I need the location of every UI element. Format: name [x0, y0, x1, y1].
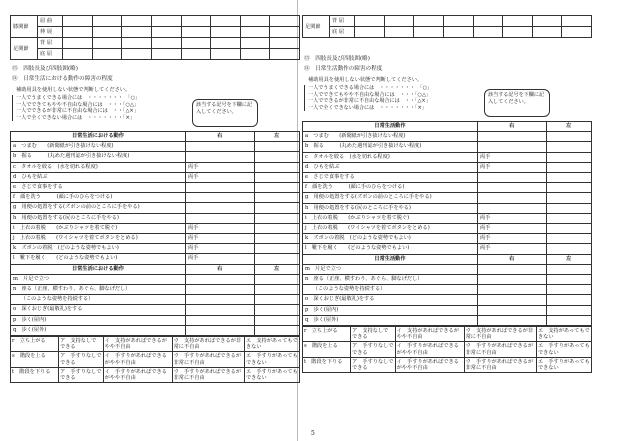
legend-item: 一人でできるが非常に不自由な場合には ・・「△×」 — [308, 98, 431, 105]
section-subtitle: ⑭ 日常生活動作の障害の程度 — [304, 66, 383, 72]
table-header: 日常生活における動作 — [11, 264, 186, 274]
right-page — [302, 0, 592, 441]
table-row: i 上衣の着脱 (かぶりシャツを着て脱ぐ) 両手 — [11, 223, 300, 233]
table-row: l 靴下を履く (どのような姿勢でもよい) 両手 — [11, 254, 300, 264]
table-row: c タオルを絞る (水を切れる程度) 両手 — [11, 162, 300, 172]
table-row: t 階段を下りる ア 手すりなしでできる イ 手すりがあればできるがやや不自由 ウ 手すりがあればできるが非常に不自由 エ 手すりがあってもできない — [304, 358, 590, 372]
table-row: n 座る（正座、横すわり、あぐら、脚なげだし） — [11, 285, 300, 295]
table-row: e さじで食事をする — [303, 173, 592, 183]
group-label: 膝関節 — [11, 16, 38, 38]
legend-item: 一人でできるが非常に不自由な場合には ・・「△×」 — [16, 108, 139, 115]
table-row: d ひもを結ぶ 両手 — [11, 172, 300, 182]
legend-block — [12, 95, 300, 131]
row-label: 伸 展 — [38, 27, 63, 38]
group-label: 足関節 — [11, 38, 38, 60]
row-label: 底 屈 — [38, 49, 63, 60]
legend-item: 一人でうまくできる場合には ・・・・・・・ 「○」 — [308, 85, 433, 91]
table-row: s 階段を上る ア 手すりなしでできる イ 手すりがあればできるがやや不自由 ウ 手すりがあればできるが非常に不自由 エ 手すりがあってもできない — [304, 343, 590, 356]
table-row: g 用便の処置をする(ズボンの前のところに手をやる) — [303, 193, 592, 203]
table-row: n 座る（正座、横すわり、あぐら、脚なげだし） — [303, 275, 592, 285]
table-row: h 用便の処置をする(尻のところに手をやる) — [303, 203, 592, 213]
col-right-header: 右 — [186, 132, 255, 142]
table-row: k ズボンの着脱 (どのような姿勢でもよい) 両手 — [303, 234, 592, 244]
table-row: q 歩く(屋外) — [303, 315, 592, 325]
instruction-note: 補助用具を使用しない状態で判断してください。 — [16, 87, 131, 93]
legend — [12, 95, 191, 121]
legend-item: 一人で全くできない場合には ・・・・・・・「×」 — [308, 104, 427, 111]
table-row: b 握る (丸めた週刊誌が引き抜けない程度) — [11, 152, 300, 162]
table-row: o 深くおじぎ(最敬礼)をする — [11, 305, 300, 315]
row-label: 底 屈 — [330, 27, 355, 38]
section-title: ⑬ 四肢長及び四肢囲(略) — [304, 56, 370, 62]
legend — [304, 85, 483, 111]
table-row: （このような姿勢を持続する） — [303, 285, 592, 295]
joint-table — [302, 15, 592, 38]
table-row: q 歩く(屋外) — [11, 325, 300, 335]
legend-item: 一人で全くできない場合には ・・・・・・・「×」 — [16, 114, 135, 121]
section-title: ⑬ 四肢長及び四肢囲(略) — [12, 66, 78, 72]
table-row: p 歩く(屋内) — [303, 305, 592, 315]
tip-box: 該当する記号を下欄に記入してください。 — [192, 99, 258, 127]
legend-item: 一人でできてもやや不自由な場合には ・・・「○△」 — [308, 91, 431, 98]
table-row: r 立ち上がる ア 支持なしで できる イ 支持があればできるがやや不自由 ウ 支持があればできるが非常に不自由 エ 支持があってもできない — [304, 328, 590, 341]
table-row: g 用便の処置をする(ズボンの前のところに手をやる) — [11, 203, 300, 213]
tip-box: 該当する記号を下欄に記入してください。 — [484, 89, 550, 117]
table-row: i 上衣の着脱 (かぶりシャツを着て脱ぐ) 両手 — [303, 213, 592, 223]
table-row: j 上衣の着脱 (ワイシャツを着てボタンをとめる) 両手 — [11, 234, 300, 244]
legend-block — [304, 85, 592, 121]
row-label: 屈 曲 — [38, 16, 63, 27]
left-page — [10, 0, 300, 441]
table-row: o 深くおじぎ(最敬礼)をする — [303, 295, 592, 305]
table-row: r 立ち上がる ア 支持なしで できる イ 支持があればできるがやや不自由 ウ 支持があればできるが非常に不自由 エ 支持があってもできない — [12, 338, 298, 351]
option-table — [302, 326, 592, 373]
table-row: l 靴下を履く (どのような姿勢でもよい) 両手 — [303, 244, 592, 254]
table-row: e さじで食事をする — [11, 183, 300, 193]
table-header: 日常生活動作 — [303, 122, 478, 132]
table-header: 日常生活における動作 — [11, 132, 186, 142]
table-row: s 階段を上る ア 手すりなしでできる イ 手すりがあればできるがやや不自由 ウ 手すりがあればできるが非常に不自由 エ 手すりがあってもできない — [12, 353, 298, 366]
legend-item: 一人でできてもやや不自由な場合には ・・・「○△」 — [16, 101, 139, 108]
table-row: k ズボンの着脱 (どのような姿勢でもよい) 両手 — [11, 244, 300, 254]
table-row: p 歩く(屋内) — [11, 315, 300, 325]
option-table — [10, 336, 300, 383]
table-row: b 握る (丸めた週刊誌が引き抜けない程度) — [303, 142, 592, 152]
table-row: a つまむ (新聞紙が引き抜けない程度) — [11, 142, 300, 152]
table-row: f 顔を洗う (顔に手のひらをつける) — [11, 193, 300, 203]
table-row: c タオルを絞る (水を切れる程度) 両手 — [303, 152, 592, 162]
table-row: a つまむ (新聞紙が引き抜けない程度) — [303, 132, 592, 142]
table-row: j 上衣の着脱 (ワイシャツを着てボタンをとめる) 両手 — [303, 224, 592, 234]
page-number: 5 — [311, 430, 315, 437]
adl-table: 日常生活動作 右 左 a つまむ (新聞紙が引き抜けない程度) b 握る (丸めた週刊誌が引き抜けない程度) c タオルを絞る (水を切れる程度) 両手 d ひもを結ぶ 両手 e さじで食事をする f 顔を洗う (顔に手のひらをつける) g 用便の処置をする(ズボンの前のところに手をやる) h 用便の処置をする(尻のところに手をやる) i 上衣の着脱 (かぶりシャツを着て脱ぐ) 両手 j 上衣の着脱 (ワイシャツを着てボタンをとめる) 両手 k ズボンの着脱 (どのような姿勢でもよい) 両手 l 靴下を履く (どのような姿勢でもよい) 両手 日常生活動作 右 左 m 片足で立つ n 座る（正座、横すわり、あぐら、脚なげだし） （このような姿勢を持続する） o 深くおじぎ(最敬礼)をする p 歩く(屋内) q 歩く(屋外) — [302, 121, 592, 326]
group-label: 足関節 — [303, 16, 330, 38]
table-row: m 片足で立つ — [303, 264, 592, 274]
table-row: h 用便の処置をする(尻のところに手をやる) — [11, 213, 300, 223]
table-row: m 片足で立つ — [11, 274, 300, 284]
table-row: （このような姿勢を持続する） — [11, 295, 300, 305]
row-label: 背 屈 — [330, 16, 355, 27]
instruction-note: 補助用具を使用しない状態で判断してください。 — [308, 77, 423, 83]
legend-item: 一人でうまくできる場合には ・・・・・・・ 「○」 — [16, 95, 141, 101]
table-row: f 顔を洗う (顔に手のひらをつける) — [303, 183, 592, 193]
row-label: 背 屈 — [38, 38, 63, 49]
adl-table: 日常生活における動作 右 左 a つまむ (新聞紙が引き抜けない程度) b 握る (丸めた週刊誌が引き抜けない程度) c タオルを絞る (水を切れる程度) 両手 d ひもを結ぶ 両手 e さじで食事をする f 顔を洗う (顔に手のひらをつける) g 用便の処置をする(ズボンの前のところに手をやる) h 用便の処置をする(尻のところに手をやる) i 上衣の着脱 (かぶりシャツを着て脱ぐ) 両手 j 上衣の着脱 (ワイシャツを着てボタンをとめる) 両手 k ズボンの着脱 (どのような姿勢でもよい) 両手 l 靴下を履く (どのような姿勢でもよい) 両手 日常生活における動作 右 左 m 片足で立つ n 座る（正座、横すわり、あぐら、脚なげだし） （このような姿勢を持続する） o 深くおじぎ(最敬礼)をする p 歩く(屋内) q 歩く(屋外) — [10, 131, 300, 336]
table-row: d ひもを結ぶ 両手 — [303, 162, 592, 172]
col-left-header: 左 — [254, 132, 299, 142]
section-subtitle: ⑭ 日常生活における動作の障害の程度 — [12, 76, 113, 82]
joint-table — [10, 15, 300, 60]
table-header: 日常生活動作 — [303, 254, 478, 264]
table-row: t 階段を下りる ア 手すりなしでできる イ 手すりがあればできるがやや不自由 ウ 手すりがあればできるが非常に不自由 エ 手すりがあってもできない — [12, 368, 298, 382]
